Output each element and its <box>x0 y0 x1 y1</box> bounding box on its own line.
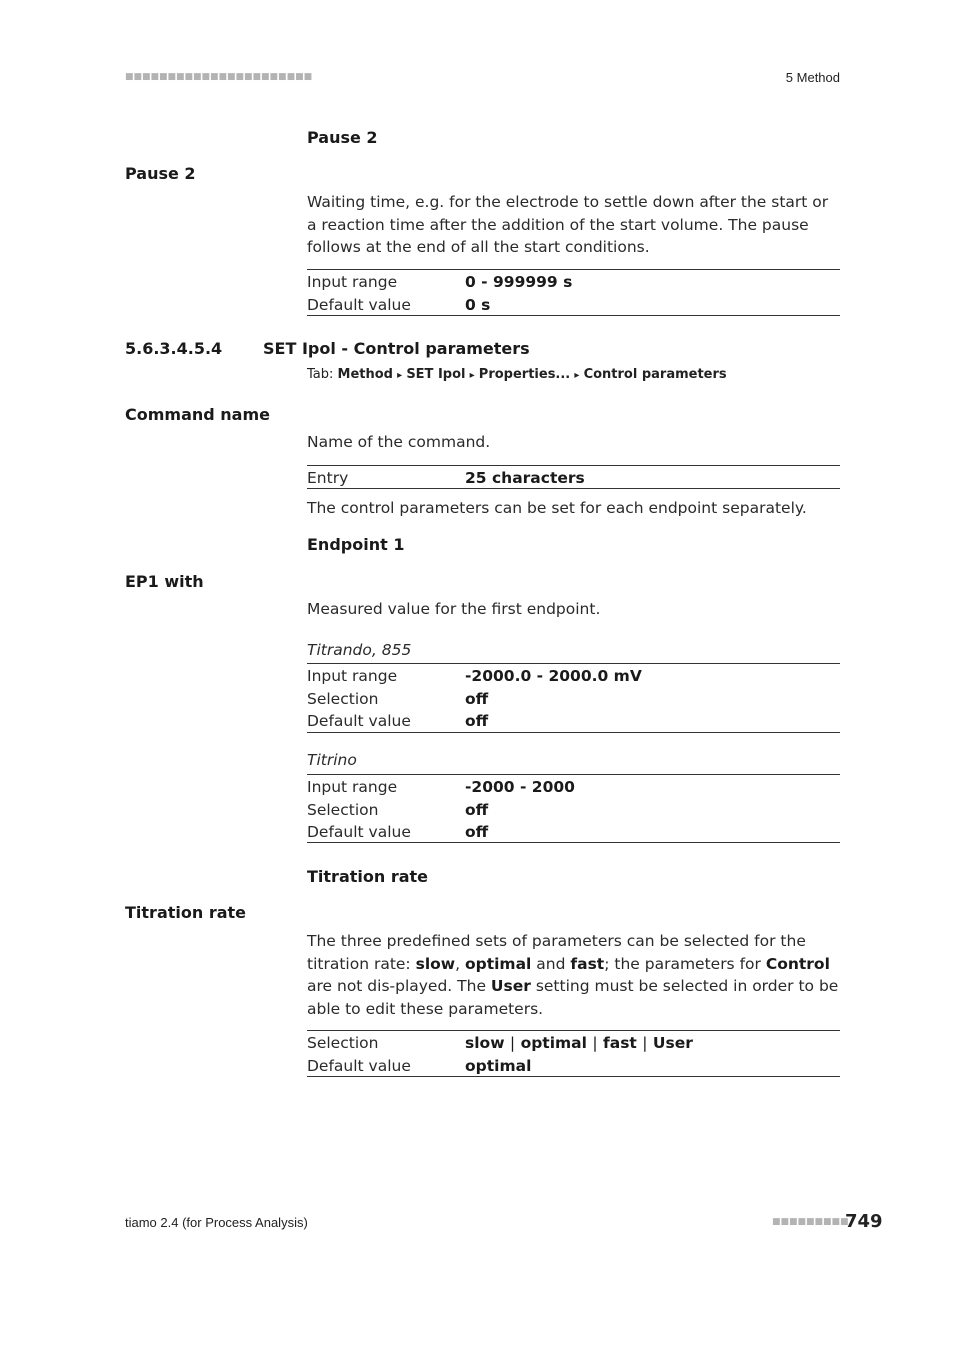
tab-path-item: Control parameters <box>583 367 727 382</box>
row-value: off <box>465 712 489 731</box>
ep1-side-label: EP1 with <box>125 572 204 591</box>
row-key: Input range <box>307 778 398 797</box>
titration-rate-description: The three predefined sets of parameters can be selected for the titration rate: slow, optimal and fast; the parameters for Control are not dis-played. The User setting must be selected in order to be able to edit these parameters. <box>307 932 839 1018</box>
table-row <box>307 665 840 688</box>
tab-path-item: SET Ipol <box>406 367 466 382</box>
group-caption: Titrino <box>307 751 357 769</box>
table-row <box>307 294 840 317</box>
tab-prefix: Tab: <box>307 367 338 382</box>
row-value: -2000 - 2000 <box>465 778 575 797</box>
table-row <box>307 688 840 711</box>
table-row <box>307 1032 840 1055</box>
row-key: Selection <box>307 800 379 819</box>
chapter-title: 5 Method <box>785 70 840 85</box>
pause2-subheading: Pause 2 <box>307 128 378 147</box>
row-key: Input range <box>307 273 398 292</box>
table-row <box>307 821 840 844</box>
row-value: off <box>465 800 489 819</box>
pause2-description: Waiting time, e.g. for the electrode to settle down after the start or a reaction time after the addition of the start volume. The pause follows at the end of all the start conditions. <box>307 193 829 256</box>
page-number: 749 <box>845 1211 883 1232</box>
table-row <box>307 710 840 733</box>
row-key: Default value <box>307 712 411 731</box>
tab-path-item: Method <box>337 367 393 382</box>
command-name-note: The control parameters can be set for each endpoint separately. <box>307 499 807 517</box>
row-value: off <box>465 689 489 708</box>
row-value: -2000.0 - 2000.0 mV <box>465 667 642 686</box>
pause2-side-label: Pause 2 <box>125 164 196 183</box>
footer-product: tiamo 2.4 (for Process Analysis) <box>125 1215 308 1230</box>
command-name-table <box>307 465 840 489</box>
section-number: 5.6.3.4.5.4 <box>125 339 223 358</box>
pause2-table <box>307 269 840 316</box>
command-name-description: Name of the command. <box>307 433 491 451</box>
ep1-description: Measured value for the first endpoint. <box>307 600 601 618</box>
titration-rate-subheading: Titration rate <box>307 867 429 886</box>
selection-options: slow | optimal | fast | User <box>465 1034 693 1053</box>
ep1-titrando-table <box>307 663 840 733</box>
titration-rate-table <box>307 1030 840 1077</box>
section-title: SET Ipol - Control parameters <box>263 339 530 358</box>
row-key: Default value <box>307 823 411 842</box>
group-caption: Titrando, 855 <box>307 641 412 659</box>
arrow-icon: ▸ <box>397 370 403 381</box>
table-row <box>307 467 840 490</box>
row-key: Selection <box>307 689 379 708</box>
table-row <box>307 799 840 822</box>
arrow-icon: ▸ <box>574 370 580 381</box>
header-decoration: ■■■■■■■■■■■■■■■■■■■■■■ <box>125 72 313 82</box>
tab-path-item: Properties... <box>478 367 571 382</box>
table-row <box>307 776 840 799</box>
table-row <box>307 271 840 294</box>
row-key: Default value <box>307 295 411 314</box>
row-value: optimal <box>465 1056 532 1075</box>
arrow-icon: ▸ <box>469 370 475 381</box>
row-key: Entry <box>307 469 349 488</box>
row-value: 25 characters <box>465 469 585 488</box>
row-key: Input range <box>307 667 398 686</box>
row-value: 0 s <box>465 295 491 314</box>
titration-rate-side-label: Titration rate <box>125 903 247 922</box>
table-row <box>307 1055 840 1078</box>
row-key: Default value <box>307 1056 411 1075</box>
footer-decoration: ■■■■■■■■■ <box>772 1217 849 1227</box>
row-value: off <box>465 823 489 842</box>
tab-path <box>307 367 727 382</box>
row-key: Selection <box>307 1034 379 1053</box>
endpoint1-subheading: Endpoint 1 <box>307 535 405 554</box>
command-name-side-label: Command name <box>125 405 270 424</box>
ep1-titrino-table <box>307 774 840 843</box>
row-value: 0 - 999999 s <box>465 273 573 292</box>
